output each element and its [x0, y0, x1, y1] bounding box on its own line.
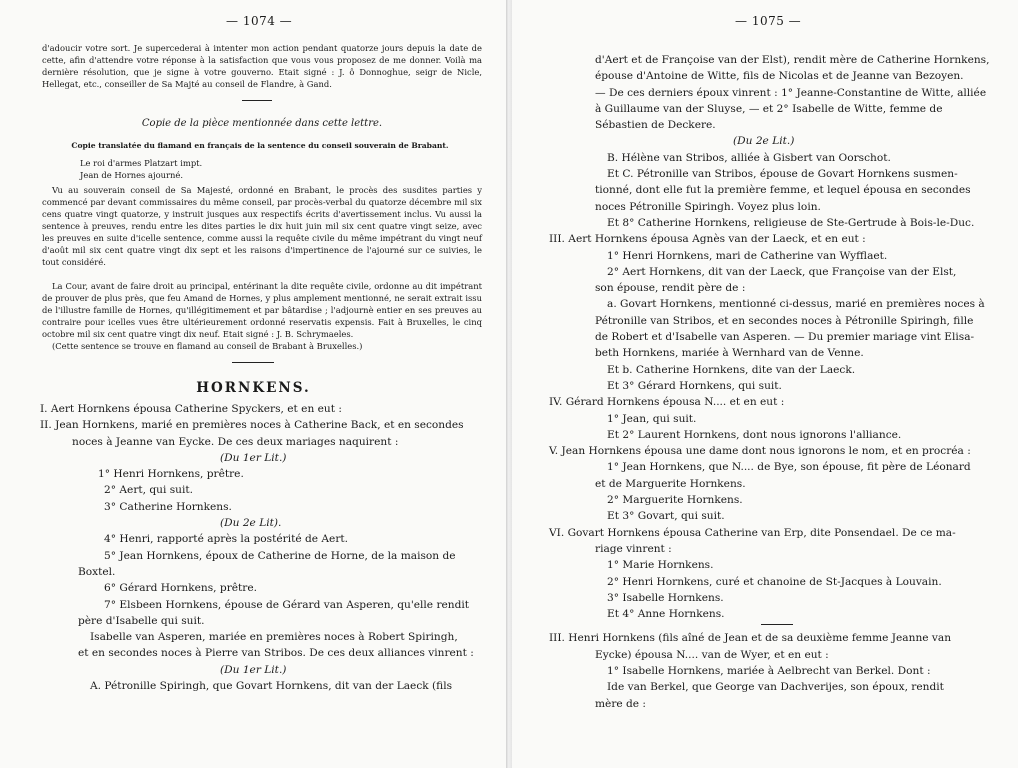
genealogy-line: à Guillaume van der Sluyse, — et 2° Isabelle de Witte, femme de — [595, 102, 943, 115]
genealogy-line: noces à Jeanne van Eycke. De ces deux mariages naquirent : — [72, 435, 399, 448]
genealogy-line: 3° Catherine Hornkens. — [104, 500, 232, 513]
genealogy-line: Pétronille van Stribos, et en secondes noces à Pétronille Spiringh, fille — [595, 314, 974, 327]
genealogy-line: 2° Marguerite Hornkens. — [607, 494, 743, 507]
copy-heading: Copie de la pièce mentionnée dans cette lettre. — [141, 118, 383, 129]
genealogy-lines-right — [511, 52, 1011, 712]
page-number: — 1074 — — [226, 14, 293, 28]
genealogy-line: et en secondes noces à Pierre van Stribos. De ces deux alliances vinrent : — [78, 647, 474, 660]
genealogy-line: 5° Jean Hornkens, époux de Catherine de Horne, de la maison de — [104, 549, 456, 562]
parties-list — [80, 157, 380, 181]
genealogy-line: son épouse, rendit père de : — [595, 282, 746, 295]
genealogy-line: Et 3° Govart, qui suit. — [607, 510, 725, 523]
lit-heading: (Du 1er Lit.) — [220, 451, 287, 464]
lit-heading: (Du 2e Lit.) — [733, 135, 795, 148]
genealogy-line: 1° Isabelle Hornkens, mariée à Aelbrecht van Berkel. Dont : — [607, 664, 931, 677]
genealogy-line: noces Pétronille Spiringh. Voyez plus loin. — [595, 200, 821, 213]
genealogy-line: 1° Marie Hornkens. — [607, 559, 714, 572]
party-line: Le roi d'armes Platzart impt. — [80, 158, 203, 168]
genealogy-line: 1° Jean, qui suit. — [607, 412, 697, 425]
genealogy-line: Boxtel. — [78, 565, 116, 578]
genealogy-line: beth Hornkens, mariée à Wernhard van de Venne. — [595, 347, 864, 360]
genealogy-line: d'Aert et de Françoise van der Elst), rendit mère de Catherine Hornkens, — [595, 54, 990, 66]
genealogy-line: 1° Henri Hornkens, prêtre. — [98, 468, 244, 481]
genealogy-line: Et 4° Anne Hornkens. — [607, 608, 725, 621]
genealogy-line: père d'Isabelle qui suit. — [78, 614, 205, 627]
genealogy-line: IV. Gérard Hornkens épousa N.... et en eut : — [549, 396, 785, 409]
right-page — [511, 0, 1018, 768]
genealogy-line: 2° Aert, qui suit. — [104, 484, 194, 497]
sentence-note: (Cette sentence se trouve en flamand au conseil de Brabant à Bruxelles.) — [52, 341, 363, 351]
genealogy-line: 2° Aert Hornkens, dit van der Laeck, que Françoise van der Elst, — [607, 265, 957, 278]
genealogy-line: III. Henri Hornkens (fils aîné de Jean et de sa deuxième femme Jeanne van — [549, 632, 952, 645]
genealogy-line: et de Marguerite Hornkens. — [595, 477, 746, 490]
sentence-paragraph-1 — [42, 184, 482, 268]
genealogy-lines-left — [34, 401, 502, 694]
lit-heading: (Du 1er Lit.) — [220, 663, 287, 676]
genealogy-line: — De ces derniers époux vinrent : 1° Jeanne-Constantine de Witte, alliée — [595, 86, 987, 99]
genealogy-line: Ide van Berkel, que George van Dachverijes, son époux, rendit — [607, 681, 944, 694]
letter-ending — [42, 42, 482, 90]
divider — [761, 624, 793, 625]
genealogy-line: V. Jean Hornkens épousa une dame dont nous ignorons le nom, et en procréa : — [549, 445, 971, 458]
divider — [242, 100, 272, 101]
page-number: — 1075 — — [735, 14, 802, 28]
genealogy-line: 3° Isabelle Hornkens. — [607, 591, 724, 604]
genealogy-line: III. Aert Hornkens épousa Agnès van der Laeck, et en eut : — [549, 233, 866, 246]
genealogy-line: 1° Henri Hornkens, mari de Catherine van Wyfflaet. — [607, 249, 888, 262]
genealogy-line: 7° Elsbeen Hornkens, épouse de Gérard van Asperen, qu'elle rendit — [104, 598, 470, 611]
translation-heading: Copie translatée du flamand en français de la sentence du conseil souverain de Brabant. — [71, 141, 449, 150]
genealogy-line: VI. Govart Hornkens épousa Catherine van Erp, dite Ponsendael. De ce ma- — [549, 526, 956, 539]
genealogy-line: B. Hélène van Stribos, alliée à Gisbert van Oorschot. — [607, 151, 891, 164]
genealogy-line: riage vinrent : — [595, 542, 672, 555]
genealogy-line: Et 2° Laurent Hornkens, dont nous ignorons l'alliance. — [607, 428, 902, 441]
genealogy-line: Et 3° Gérard Hornkens, qui suit. — [607, 379, 782, 392]
genealogy-line: 2° Henri Hornkens, curé et chanoine de St-Jacques à Louvain. — [607, 575, 942, 588]
genealogy-line: Et 8° Catherine Hornkens, religieuse de Ste-Gertrude à Bois-le-Duc. — [607, 216, 975, 229]
genealogy-line: a. Govart Hornkens, mentionné ci-dessus, marié en premières noces à — [607, 298, 985, 311]
sentence-paragraph-2 — [42, 280, 482, 340]
section-divider-wrap — [511, 622, 1011, 630]
genealogy-line: 4° Henri, rapporté après la postérité de Aert. — [104, 533, 349, 546]
sentence-text-1: Vu au souverain conseil de Sa Majesté, ordonné en Brabant, le procès des susdites parties y commencé par devant commissaires du même conseil, par procès-verbal du quatorze décembre mil six cens quatre vingt quatorze, y instruit jusques aux respectifs écrits d'avertissement inclus. Vu aussi la sentence à preuves, rendu entre les dites parties le dix huit juin mil six cent quatre vingt seize, avec les preuves en suite d'icelle sentence, comme aussi la requête civile du même impétrant du vingt neuf d'août mil six cent quatre vingt dix sept et les raisons d'impertinence de l'ajourné sur ce suivies, le tout considéré. — [42, 185, 482, 267]
genealogy-line: A. Pétronille Spiringh, que Govart Hornkens, dit van der Laeck (fils — [90, 680, 453, 693]
genealogy-line: Sébastien de Deckere. — [595, 119, 716, 132]
genealogy-line: Et b. Catherine Hornkens, dite van der Laeck. — [607, 363, 856, 376]
genealogy-line: II. Jean Hornkens, marié en premières noces à Catherine Back, et en secondes — [40, 419, 464, 432]
lit-heading: (Du 2e Lit). — [220, 517, 282, 530]
left-page — [0, 0, 507, 768]
genealogy-line: mère de : — [595, 697, 647, 710]
genealogy-line: Isabelle van Asperen, mariée en premières noces à Robert Spiringh, — [90, 631, 458, 644]
genealogy-line: 6° Gérard Hornkens, prêtre. — [104, 582, 257, 595]
sentence-text-2: La Cour, avant de faire droit au principal, entérinant la dite requête civile, ordonne au dit impétrant de prouver de plus près, que feu Amand de Hornes, y plus amplement mentionné, ne serait extrait issu de l'illustre famille de Hornes, qu'illégitimement et par bâtardise ; l'adjournè entier en ses preuves au contraire pour icelles vues être ultérieurement ordonné reservatis expensis. Fait à Bruxelles, le cinq octobre mil six cent quatre vingt dix neuf. Etait signé : J. B. Schrymaeles. — [42, 281, 482, 339]
family-title: HORNKENS. — [196, 380, 311, 396]
divider — [232, 362, 274, 363]
genealogy-line: tionné, dont elle fut la première femme, et lequel épousa en secondes — [595, 184, 971, 197]
genealogy-line: Eycke) épousa N.... van de Wyer, et en eut : — [595, 648, 829, 661]
party-line: Jean de Hornes ajourné. — [80, 170, 184, 180]
genealogy-line: épouse d'Antoine de Witte, fils de Nicolas et de Jeanne van Bezoyen. — [595, 70, 964, 83]
genealogy-line: 1° Jean Hornkens, que N.... de Bye, son épouse, fit père de Léonard — [607, 461, 971, 474]
letter-ending-text: d'adoucir votre sort. Je supercederai à intenter mon action pendant quatorze jours depuis la date de cette, afin d'attendre votre réponse à la satisfaction que vous vous proposez de me donner. Voilà ma dernière résolution, que je signe à votre gouverno. Etait signé : J. ô Donnoghue, seigr de Nicle, Hellegat, etc., conseiller de Sa Majté au conseil de Flandre, à Gand. — [42, 43, 482, 89]
genealogy-line: Et C. Pétronille van Stribos, épouse de Govart Hornkens susmen- — [607, 168, 958, 181]
genealogy-line: de Robert et d'Isabelle van Asperen. — Du premier mariage vint Elisa- — [595, 331, 975, 344]
genealogy-line: I. Aert Hornkens épousa Catherine Spyckers, et en eut : — [40, 403, 342, 415]
